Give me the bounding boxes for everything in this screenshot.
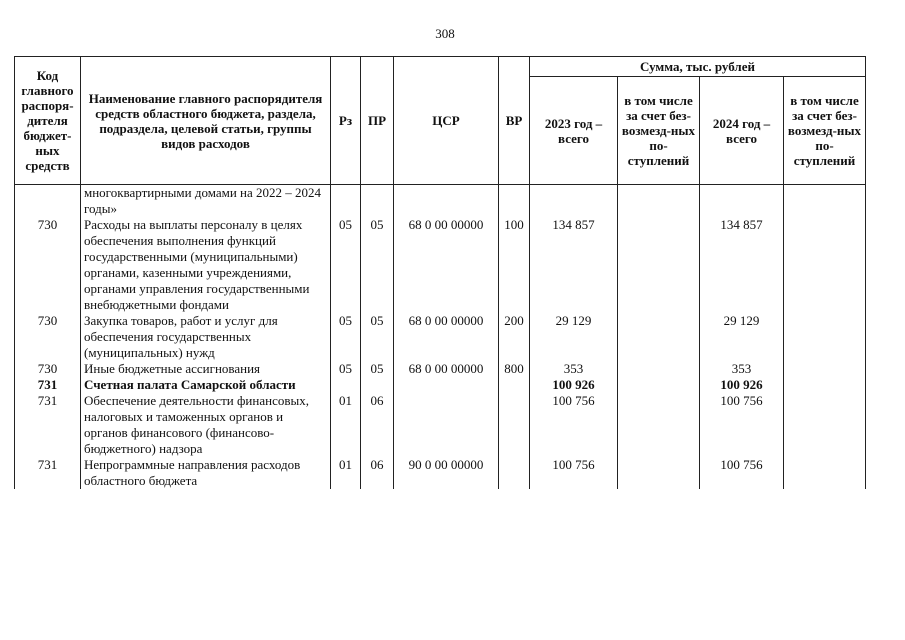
cell-name: Расходы на выплаты персоналу в целях обеспечения выполнения функций государственными (муниципальными) органами, казенными учреждениями, органами управления государственными внебюджетными фондами bbox=[81, 217, 331, 313]
cell-vr bbox=[499, 185, 530, 218]
cell-code: 731 bbox=[15, 377, 81, 393]
table-header bbox=[15, 57, 866, 185]
cell-pr: 06 bbox=[361, 393, 394, 457]
header-2024-free: в том числе за счет без-возмезд-ных по-ступлений bbox=[784, 77, 866, 185]
cell-code bbox=[15, 185, 81, 218]
header-csr: ЦСР bbox=[394, 57, 499, 185]
cell-2024-total: 29 129 bbox=[700, 313, 784, 361]
cell-2023-free bbox=[618, 217, 700, 313]
table-row bbox=[15, 393, 866, 457]
cell-csr bbox=[394, 393, 499, 457]
cell-csr: 68 0 00 00000 bbox=[394, 313, 499, 361]
cell-csr bbox=[394, 377, 499, 393]
cell-2023-total bbox=[530, 185, 618, 218]
cell-2023-total: 100 756 bbox=[530, 457, 618, 489]
cell-2024-total: 100 756 bbox=[700, 393, 784, 457]
table-row bbox=[15, 185, 866, 218]
cell-2024-total bbox=[700, 185, 784, 218]
cell-csr: 90 0 00 00000 bbox=[394, 457, 499, 489]
header-name: Наименование главного распорядителя средств областного бюджета, раздела, подраздела, целевой статьи, группы видов расходов bbox=[81, 57, 331, 185]
cell-vr: 800 bbox=[499, 361, 530, 377]
cell-rz: 01 bbox=[331, 393, 361, 457]
cell-rz: 05 bbox=[331, 217, 361, 313]
cell-rz: 05 bbox=[331, 361, 361, 377]
cell-2023-total: 29 129 bbox=[530, 313, 618, 361]
cell-pr bbox=[361, 377, 394, 393]
cell-code: 731 bbox=[15, 457, 81, 489]
table-body bbox=[15, 185, 866, 490]
cell-name: Счетная палата Самарской области bbox=[81, 377, 331, 393]
cell-name: Иные бюджетные ассигнования bbox=[81, 361, 331, 377]
cell-2024-total: 100 756 bbox=[700, 457, 784, 489]
cell-2024-free bbox=[784, 313, 866, 361]
cell-pr: 05 bbox=[361, 313, 394, 361]
cell-rz: 01 bbox=[331, 457, 361, 489]
cell-pr: 06 bbox=[361, 457, 394, 489]
cell-vr bbox=[499, 377, 530, 393]
cell-2024-free bbox=[784, 393, 866, 457]
cell-2024-free bbox=[784, 457, 866, 489]
cell-name: Непрограммные направления расходов областного бюджета bbox=[81, 457, 331, 489]
table-row bbox=[15, 361, 866, 377]
cell-2023-free bbox=[618, 185, 700, 218]
cell-name: Закупка товаров, работ и услуг для обеспечения государственных (муниципальных) нужд bbox=[81, 313, 331, 361]
cell-2024-free bbox=[784, 185, 866, 218]
table-row bbox=[15, 313, 866, 361]
cell-csr: 68 0 00 00000 bbox=[394, 361, 499, 377]
cell-2023-free bbox=[618, 393, 700, 457]
cell-code: 730 bbox=[15, 313, 81, 361]
cell-2023-total: 100 756 bbox=[530, 393, 618, 457]
cell-pr: 05 bbox=[361, 217, 394, 313]
cell-name: многоквартирными домами на 2022 – 2024 годы» bbox=[81, 185, 331, 218]
header-2023-total: 2023 год – всего bbox=[530, 77, 618, 185]
cell-2024-total: 134 857 bbox=[700, 217, 784, 313]
cell-vr: 100 bbox=[499, 217, 530, 313]
cell-code: 731 bbox=[15, 393, 81, 457]
cell-2023-free bbox=[618, 457, 700, 489]
table-row bbox=[15, 217, 866, 313]
cell-vr: 200 bbox=[499, 313, 530, 361]
cell-name: Обеспечение деятельности финансовых, налоговых и таможенных органов и органов финансового (финансово-бюджетного) надзора bbox=[81, 393, 331, 457]
header-code: Код главного распоря-дителя бюджет-ных средств bbox=[15, 57, 81, 185]
header-2024-total: 2024 год – всего bbox=[700, 77, 784, 185]
cell-csr bbox=[394, 185, 499, 218]
cell-rz bbox=[331, 377, 361, 393]
cell-2024-total: 100 926 bbox=[700, 377, 784, 393]
budget-table bbox=[14, 56, 866, 489]
cell-pr: 05 bbox=[361, 361, 394, 377]
cell-csr: 68 0 00 00000 bbox=[394, 217, 499, 313]
cell-2023-free bbox=[618, 313, 700, 361]
header-rz: Рз bbox=[331, 57, 361, 185]
cell-2023-total: 100 926 bbox=[530, 377, 618, 393]
cell-2024-total: 353 bbox=[700, 361, 784, 377]
cell-pr bbox=[361, 185, 394, 218]
header-2023-free: в том числе за счет без-возмезд-ных по-ступлений bbox=[618, 77, 700, 185]
cell-2024-free bbox=[784, 361, 866, 377]
header-vr: ВР bbox=[499, 57, 530, 185]
cell-vr bbox=[499, 393, 530, 457]
table-row bbox=[15, 457, 866, 489]
cell-2023-free bbox=[618, 377, 700, 393]
cell-rz bbox=[331, 185, 361, 218]
table-row bbox=[15, 377, 866, 393]
cell-code: 730 bbox=[15, 361, 81, 377]
cell-code: 730 bbox=[15, 217, 81, 313]
page-number: 308 bbox=[435, 26, 455, 41]
cell-2023-free bbox=[618, 361, 700, 377]
header-sum: Сумма, тыс. рублей bbox=[530, 57, 866, 77]
cell-2024-free bbox=[784, 377, 866, 393]
cell-vr bbox=[499, 457, 530, 489]
cell-2024-free bbox=[784, 217, 866, 313]
cell-2023-total: 353 bbox=[530, 361, 618, 377]
cell-2023-total: 134 857 bbox=[530, 217, 618, 313]
header-pr: ПР bbox=[361, 57, 394, 185]
cell-rz: 05 bbox=[331, 313, 361, 361]
